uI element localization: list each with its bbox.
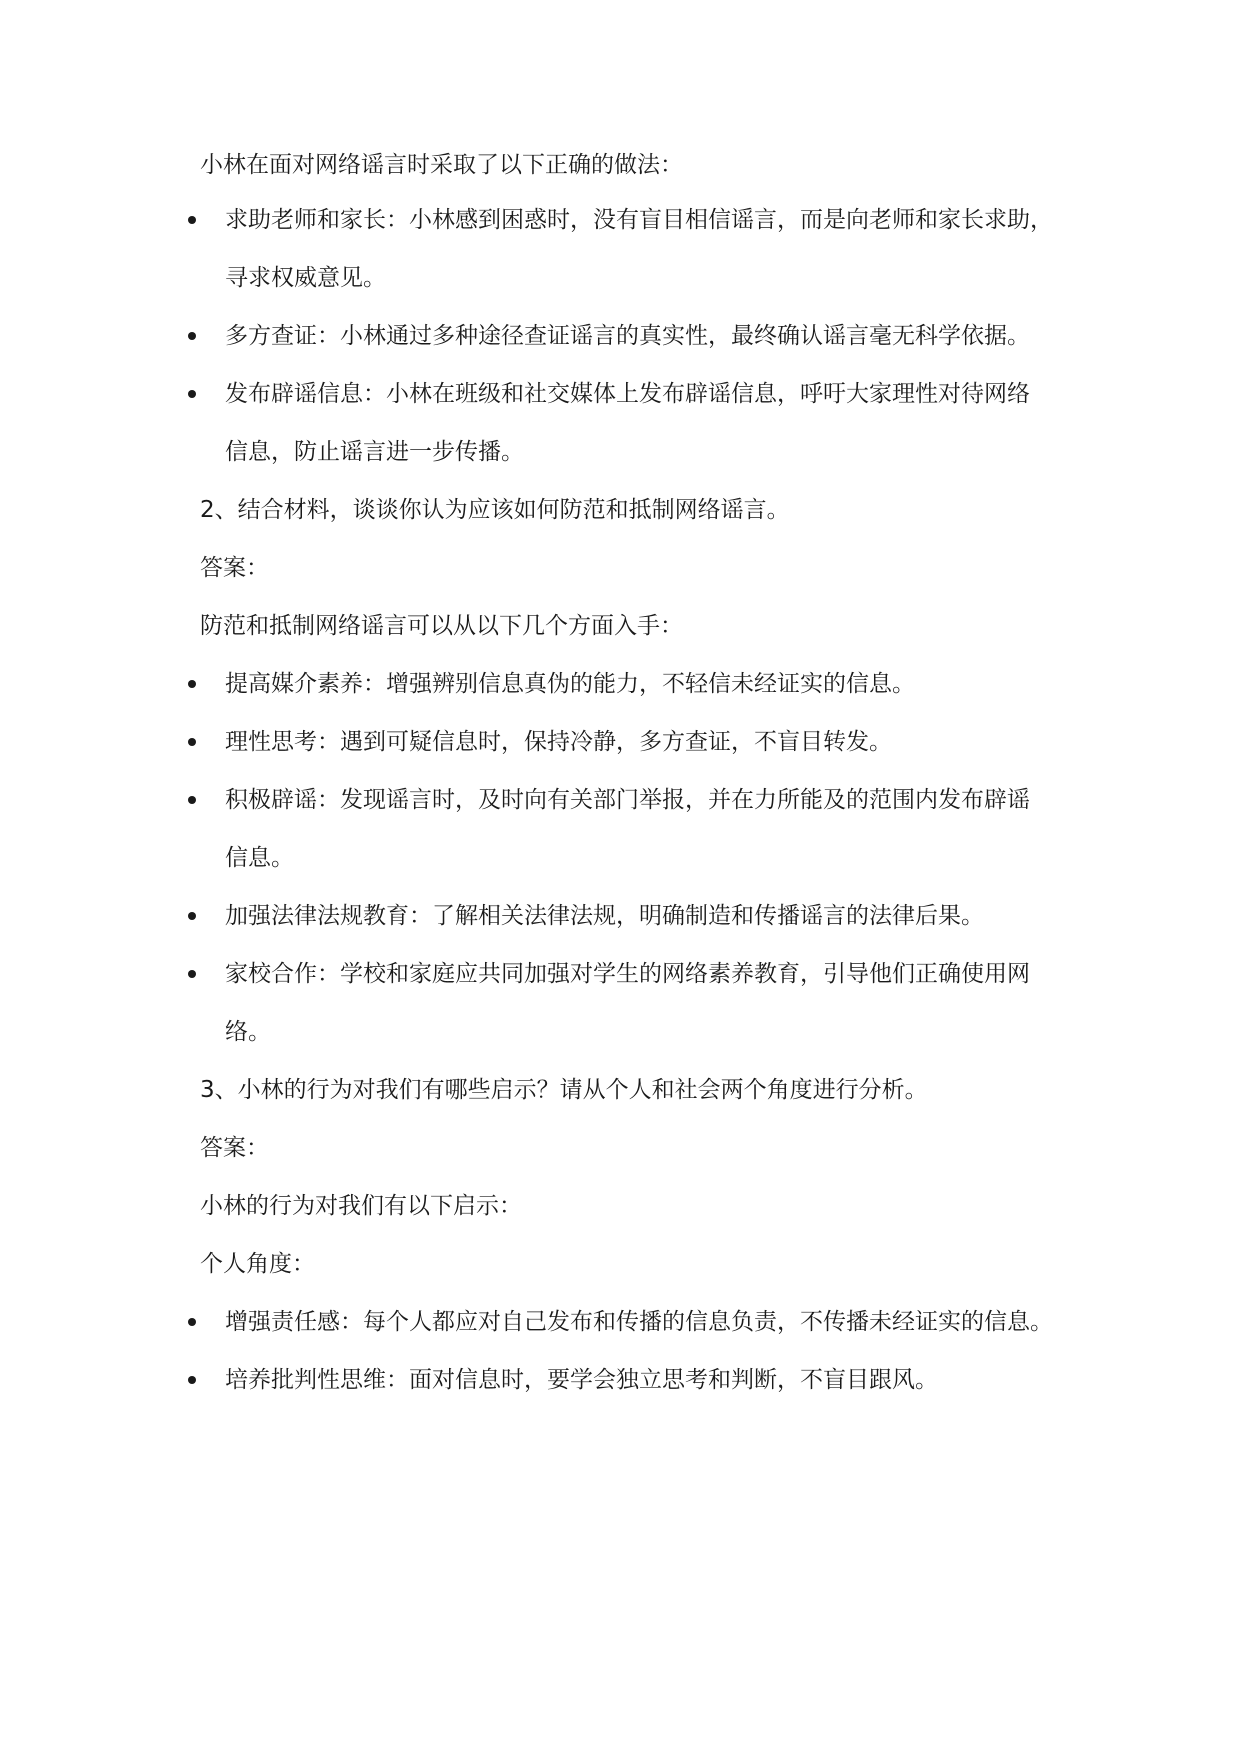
list-item: 家校合作：学校和家庭应共同加强对学生的网络素养教育，引导他们正确使用网 — [225, 961, 1030, 987]
section1-intro: 小林在面对网络谣言时采取了以下正确的做法： — [200, 152, 683, 178]
list-item: 求助老师和家长：小林感到困惑时，没有盲目相信谣言，而是向老师和家长求助， — [225, 207, 1053, 233]
list-item: 培养批判性思维：面对信息时，要学会独立思考和判断，不盲目跟风。 — [225, 1367, 938, 1393]
bullet-icon — [188, 680, 196, 688]
bullet-icon — [188, 796, 196, 804]
bullet-icon — [188, 216, 196, 224]
question-3: 3、小林的行为对我们有哪些启示？请从个人和社会两个角度进行分析。 — [200, 1077, 928, 1103]
bullet-icon — [188, 912, 196, 920]
list-item: 多方查证：小林通过多种途径查证谣言的真实性，最终确认谣言毫无科学依据。 — [225, 323, 1030, 349]
bullet-icon — [188, 390, 196, 398]
list-item-continuation: 信息。 — [225, 845, 294, 871]
answer-label: 答案： — [200, 1135, 269, 1161]
list-item-continuation: 络。 — [225, 1019, 271, 1045]
bullet-icon — [188, 738, 196, 746]
question-2: 2、结合材料，谈谈你认为应该如何防范和抵制网络谣言。 — [200, 497, 790, 523]
section2-intro: 防范和抵制网络谣言可以从以下几个方面入手： — [200, 613, 683, 639]
answer-label: 答案： — [200, 555, 269, 581]
bullet-icon — [188, 970, 196, 978]
list-item: 积极辟谣：发现谣言时，及时向有关部门举报，并在力所能及的范围内发布辟谣 — [225, 787, 1030, 813]
sub-heading: 个人角度： — [200, 1251, 315, 1277]
bullet-icon — [188, 1376, 196, 1384]
section3-intro: 小林的行为对我们有以下启示： — [200, 1193, 522, 1219]
list-item: 增强责任感：每个人都应对自己发布和传播的信息负责，不传播未经证实的信息。 — [225, 1309, 1053, 1335]
list-item: 理性思考：遇到可疑信息时，保持冷静，多方查证，不盲目转发。 — [225, 729, 892, 755]
list-item-continuation: 寻求权威意见。 — [225, 265, 386, 291]
list-item: 提高媒介素养：增强辨别信息真伪的能力，不轻信未经证实的信息。 — [225, 671, 915, 697]
bullet-icon — [188, 332, 196, 340]
bullet-icon — [188, 1318, 196, 1326]
list-item: 发布辟谣信息：小林在班级和社交媒体上发布辟谣信息，呼吁大家理性对待网络 — [225, 381, 1030, 407]
list-item-continuation: 信息，防止谣言进一步传播。 — [225, 439, 524, 465]
list-item: 加强法律法规教育：了解相关法律法规，明确制造和传播谣言的法律后果。 — [225, 903, 984, 929]
